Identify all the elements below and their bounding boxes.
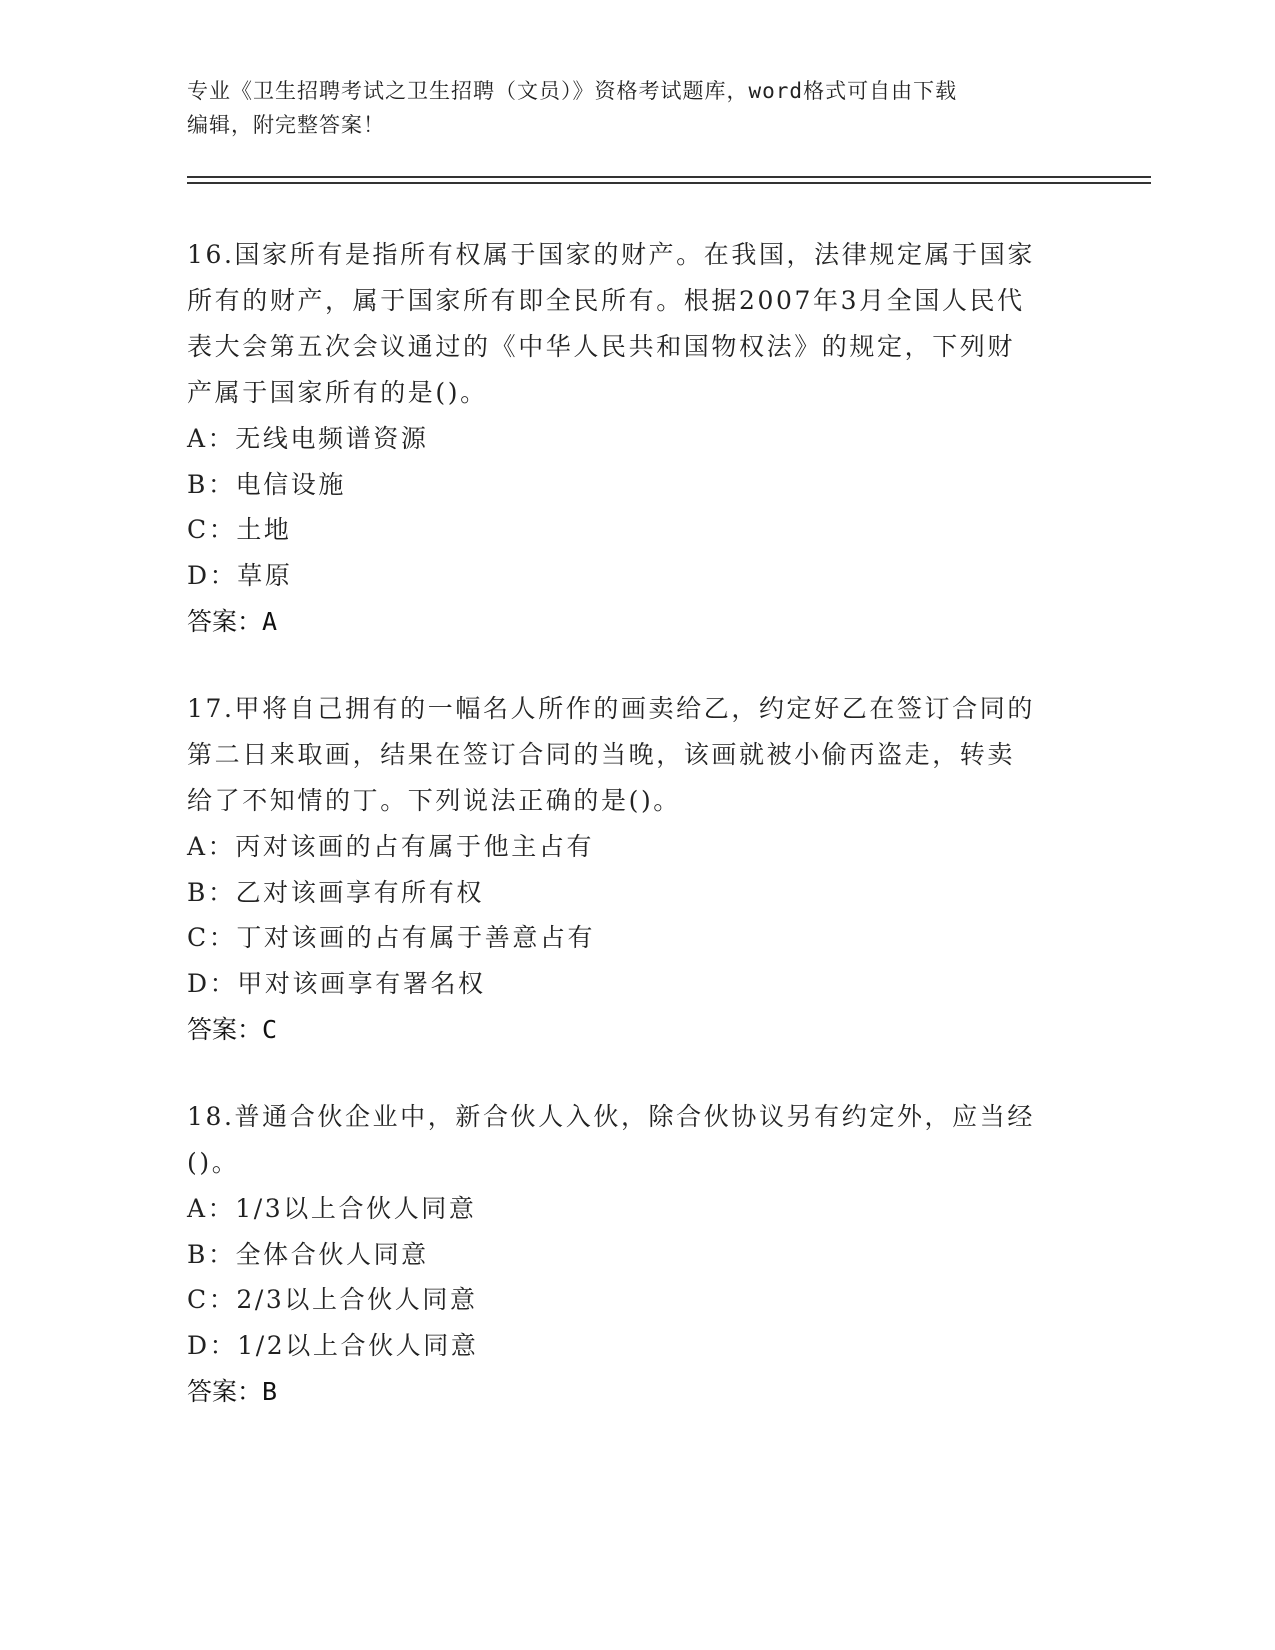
- question-stem-line: 表大会第五次会议通过的《中华人民共和国物权法》的规定，下列财: [187, 332, 1016, 361]
- answer-line: 答案：A: [187, 607, 278, 636]
- question-stem-line: 17.甲将自己拥有的一幅名人所作的画卖给乙，约定好乙在签订合同的: [187, 694, 1035, 723]
- option-a: A：1/3以上合伙人同意: [187, 1194, 477, 1223]
- option-d: D：甲对该画享有署名权: [187, 968, 486, 998]
- option-b: B：电信设施: [187, 469, 346, 499]
- question-16: [187, 232, 1087, 646]
- option-c: C：2/3以上合伙人同意: [187, 1285, 478, 1314]
- option-c: C：丁对该画的占有属于善意占有: [187, 923, 596, 952]
- option-a: A：无线电频谱资源: [187, 424, 429, 453]
- option-d: D：1/2以上合伙人同意: [187, 1330, 479, 1360]
- question-18: [187, 1094, 1087, 1416]
- question-stem-line: 第二日来取画，结果在签订合同的当晚，该画就被小偷丙盗走，转卖: [187, 740, 1016, 769]
- option-d: D：草原: [187, 560, 293, 590]
- question-17: [187, 686, 1087, 1054]
- question-stem-line: 16.国家所有是指所有权属于国家的财产。在我国，法律规定属于国家: [187, 240, 1035, 269]
- option-b: B：全体合伙人同意: [187, 1239, 429, 1269]
- question-stem-line: 给了不知情的丁。下列说法正确的是()。: [187, 786, 681, 815]
- document-header: [187, 74, 1087, 142]
- header-line-2: 编辑，附完整答案！: [187, 113, 385, 137]
- question-stem-line: 产属于国家所有的是()。: [187, 378, 488, 407]
- header-divider-bottom: [187, 182, 1151, 184]
- answer-line: 答案：B: [187, 1377, 278, 1406]
- header-line-1: 专业《卫生招聘考试之卫生招聘（文员）》资格考试题库，word格式可自由下载: [187, 79, 958, 103]
- question-stem-line: 所有的财产，属于国家所有即全民所有。根据2007年3月全国人民代: [187, 286, 1025, 315]
- header-divider-top: [187, 176, 1151, 178]
- question-stem-line: ()。: [187, 1148, 240, 1177]
- option-b: B：乙对该画享有所有权: [187, 877, 484, 907]
- option-a: A：丙对该画的占有属于他主占有: [187, 832, 595, 861]
- option-c: C：土地: [187, 515, 292, 544]
- question-stem-line: 18.普通合伙企业中，新合伙人入伙，除合伙协议另有约定外，应当经: [187, 1102, 1035, 1131]
- answer-line: 答案：C: [187, 1015, 278, 1044]
